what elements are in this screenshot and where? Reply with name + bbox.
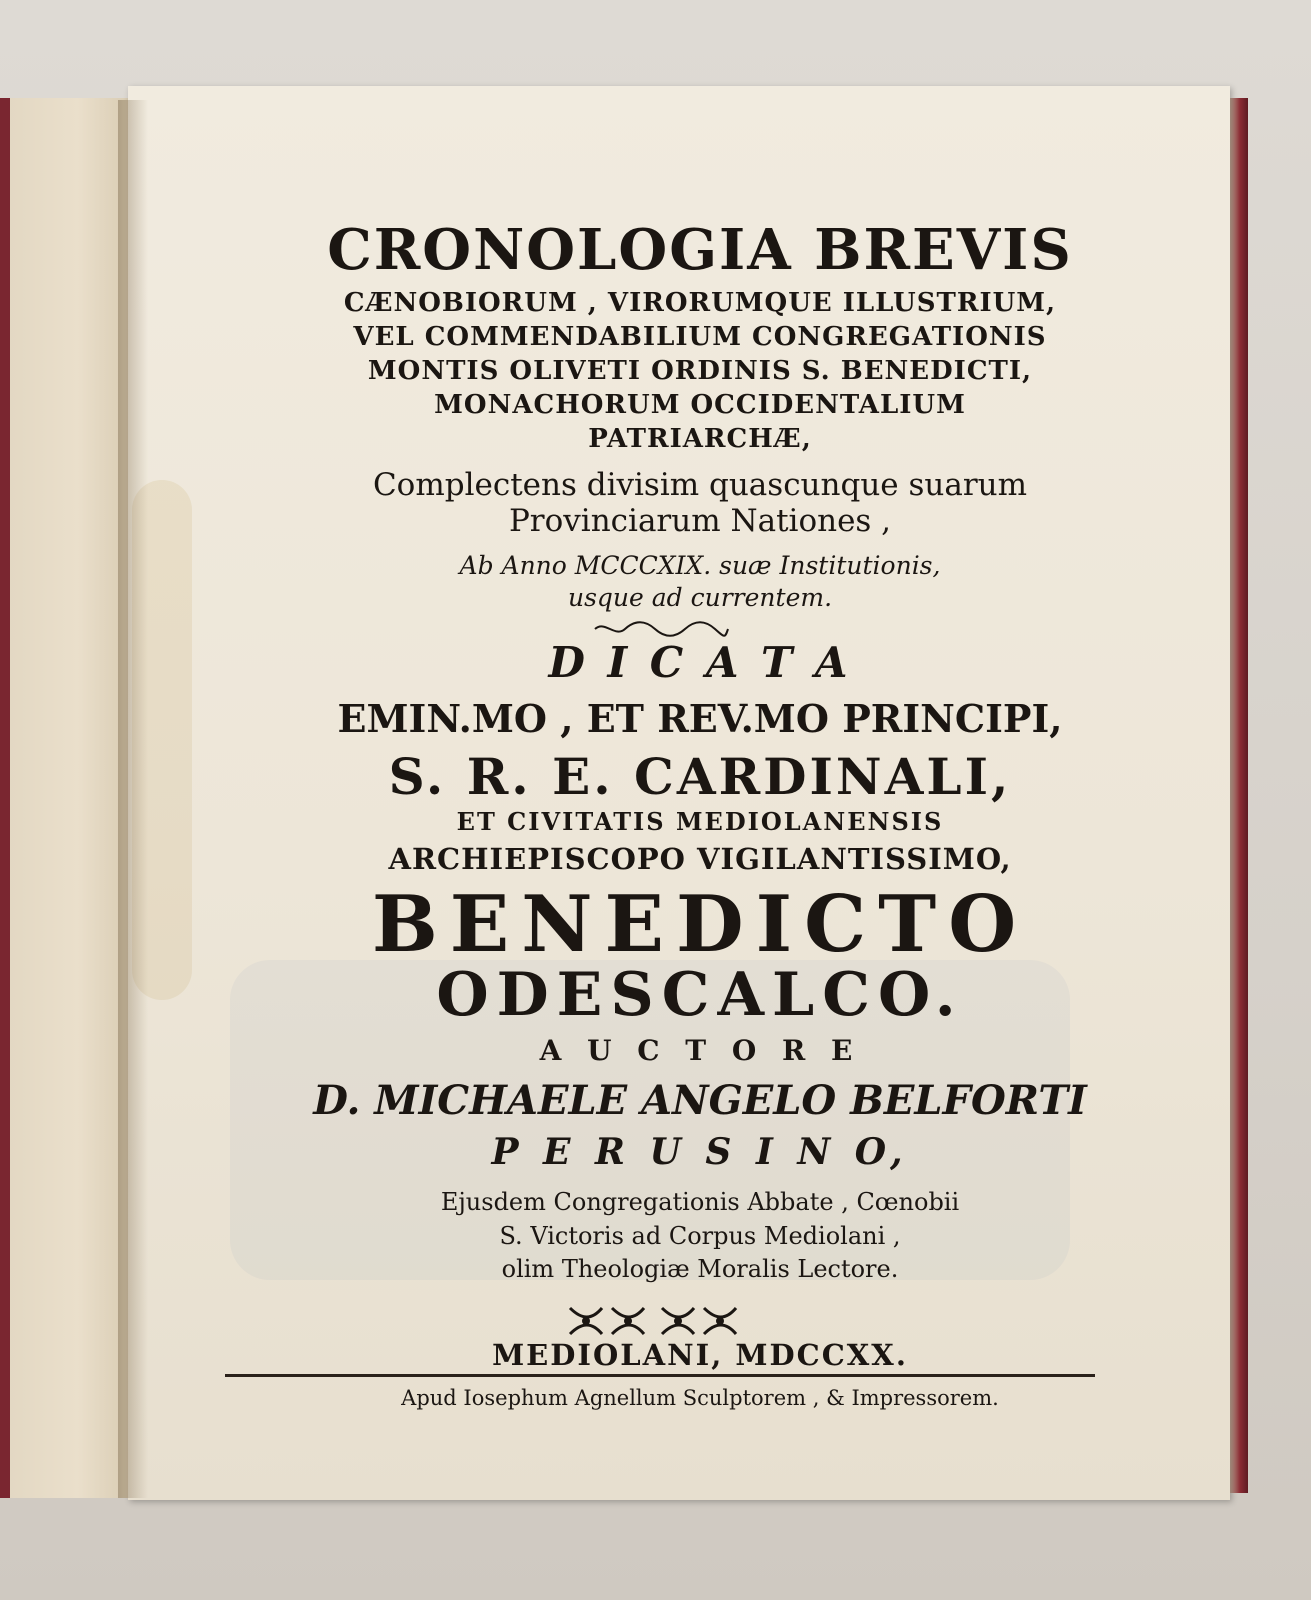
dedication-line: ARCHIEPISCOPO VIGILANTISSIMO, <box>388 842 1012 876</box>
imprint-rule <box>225 1374 1095 1377</box>
book-cover-left <box>0 98 132 1498</box>
author-name: D. MICHAELE ANGELO BELFORTI <box>313 1077 1087 1124</box>
fleuron-ornament-icon <box>562 1300 742 1342</box>
author-role-line: olim Theologiæ Moralis Lectore. <box>501 1255 899 1283</box>
author-role-line: Ejusdem Congregationis Abbate , Cœnobii <box>440 1188 960 1216</box>
subtitle-line: MONTIS OLIVETI ORDINIS S. BENEDICTI, <box>367 356 1033 386</box>
spine-shadow <box>118 100 148 1498</box>
imprint-printer: Apud Iosephum Agnellum Sculptorem , & Impressorem. <box>401 1386 999 1410</box>
dedication-line: S. R. E. CARDINALI, <box>388 747 1012 806</box>
dedication-line: EMIN.MO , ET REV.MO PRINCIPI, <box>337 696 1063 741</box>
subtitle-line: MONACHORUM OCCIDENTALIUM <box>434 390 966 420</box>
dedicatee-name: BENEDICTO <box>371 879 1029 970</box>
cover-binding-edge <box>0 98 10 1498</box>
book-title: CRONOLOGIA BREVIS <box>327 217 1073 283</box>
complectens-line: Complectens divisim quascunque suarum <box>372 467 1028 503</box>
subtitle-line: VEL COMMENDABILIUM CONGREGATIONIS <box>353 322 1047 352</box>
subtitle-line: PATRIARCHÆ, <box>588 424 812 454</box>
author-role-line: S. Victoris ad Corpus Mediolani , <box>499 1222 901 1250</box>
auctore-heading: A U C T O R E <box>539 1034 861 1067</box>
anno-line: Ab Anno MCCCXIX. suæ Institutionis, <box>459 551 941 580</box>
anno-line: usque ad currentem. <box>567 583 833 612</box>
complectens-line: Provinciarum Nationes , <box>508 503 892 539</box>
swirl-ornament-icon <box>590 620 730 638</box>
imprint-place-year: MEDIOLANI, MDCCXX. <box>492 1338 908 1372</box>
dedicatee-name: ODESCALCO. <box>436 960 964 1030</box>
subtitle-line: CÆNOBIORUM , VIRORUMQUE ILLUSTRIUM, <box>343 288 1057 318</box>
dedication-line: ET CIVITATIS MEDIOLANENSIS <box>456 807 944 836</box>
book-right-edge <box>1228 98 1248 1493</box>
dicata-heading: D I C A T A <box>548 638 852 687</box>
author-city: P E R U S I N O, <box>491 1131 909 1173</box>
